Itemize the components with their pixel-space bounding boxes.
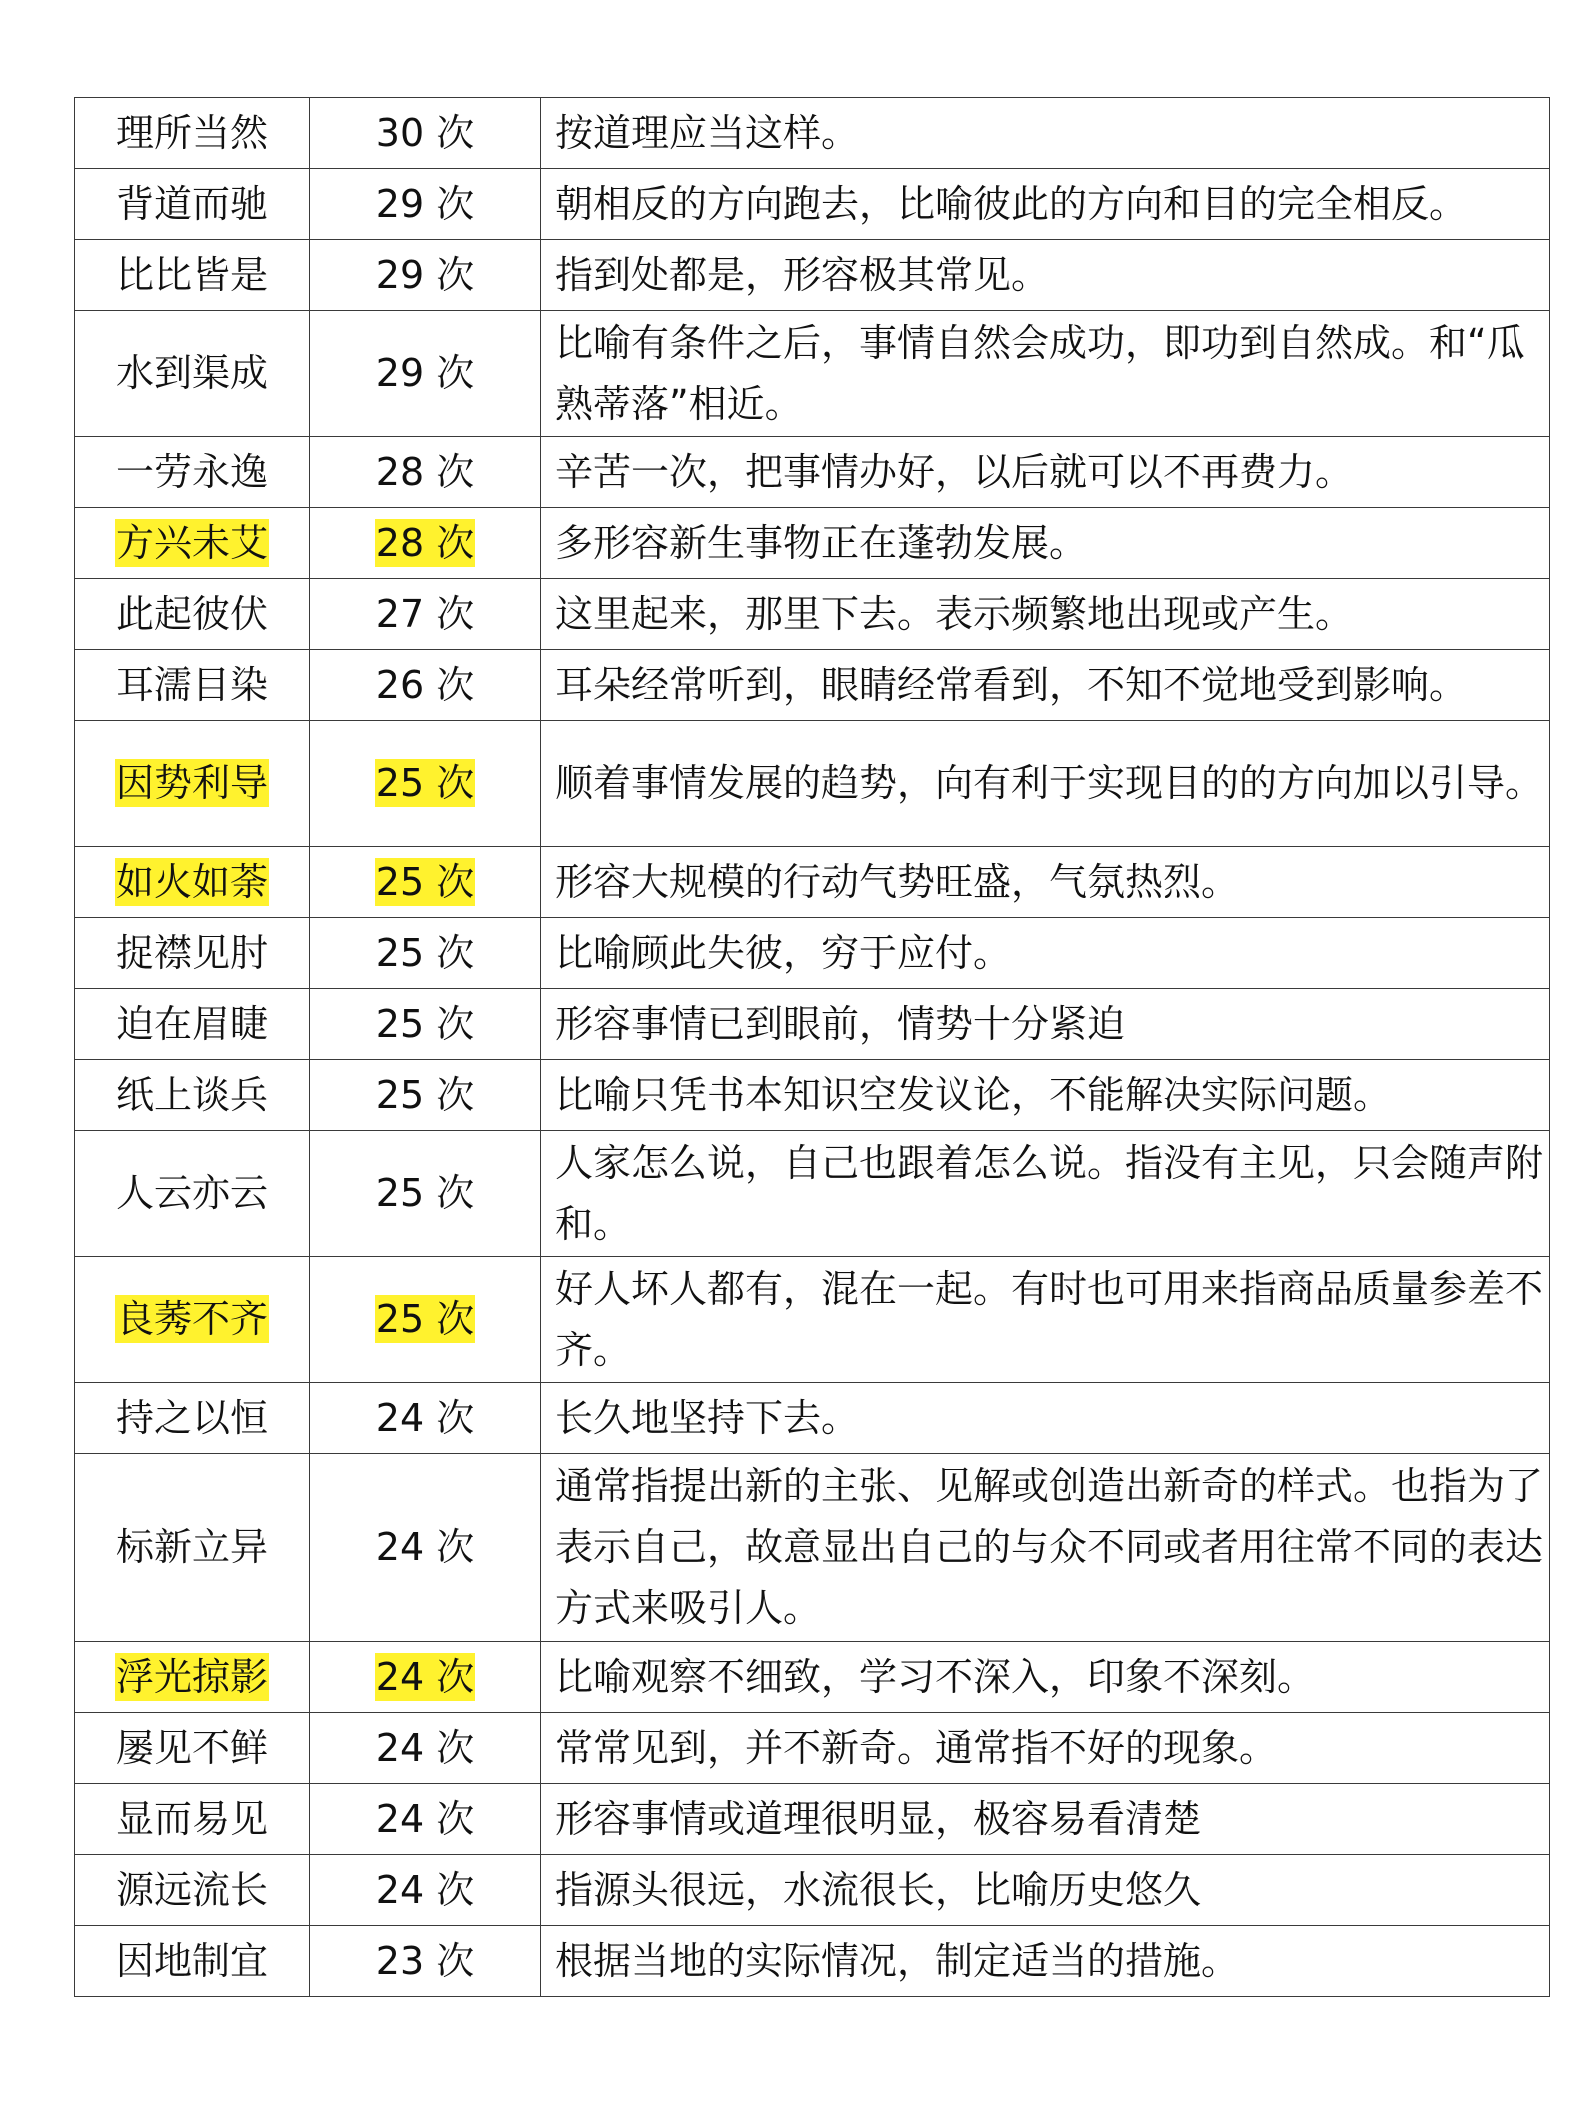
idiom-cell bbox=[75, 1713, 310, 1784]
meaning-cell: 比喻观察不细致，学习不深入，印象不深刻。 bbox=[541, 1642, 1550, 1713]
count-cell bbox=[310, 918, 541, 989]
count-cell bbox=[310, 1926, 541, 1997]
idiom-cell bbox=[75, 508, 310, 579]
idiom-text: 此起彼伏 bbox=[115, 591, 268, 636]
count-cell bbox=[310, 311, 541, 437]
table-row bbox=[75, 240, 1550, 311]
meaning-cell: 这里起来，那里下去。表示频繁地出现或产生。 bbox=[541, 579, 1550, 650]
meaning-cell: 好人坏人都有，混在一起。有时也可用来指商品质量参差不齐。 bbox=[541, 1257, 1550, 1383]
count-text: 25 次 bbox=[375, 930, 475, 975]
table-row bbox=[75, 918, 1550, 989]
idiom-cell bbox=[75, 579, 310, 650]
count-text: 24 次 bbox=[375, 1796, 475, 1841]
meaning-cell: 指源头很远，水流很长，比喻历史悠久 bbox=[541, 1855, 1550, 1926]
count-cell bbox=[310, 1454, 541, 1642]
idiom-text: 浮光掠影 bbox=[115, 1654, 268, 1699]
count-cell bbox=[310, 240, 541, 311]
table-row bbox=[75, 579, 1550, 650]
count-cell bbox=[310, 1060, 541, 1131]
table-row bbox=[75, 1383, 1550, 1454]
meaning-cell: 形容大规模的行动气势旺盛，气氛热烈。 bbox=[541, 847, 1550, 918]
count-cell bbox=[310, 847, 541, 918]
meaning-cell: 常常见到，并不新奇。通常指不好的现象。 bbox=[541, 1713, 1550, 1784]
idiom-text: 持之以恒 bbox=[115, 1395, 268, 1440]
count-cell bbox=[310, 508, 541, 579]
idiom-text: 一劳永逸 bbox=[115, 449, 268, 494]
table-row bbox=[75, 1926, 1550, 1997]
idiom-text: 因势利导 bbox=[115, 761, 268, 805]
idiom-text: 显而易见 bbox=[115, 1796, 268, 1841]
table-row bbox=[75, 1642, 1550, 1713]
meaning-cell: 顺着事情发展的趋势，向有利于实现目的的方向加以引导。 bbox=[541, 721, 1550, 847]
idiom-text: 人云亦云 bbox=[115, 1171, 268, 1215]
meaning-cell: 人家怎么说，自己也跟着怎么说。指没有主见，只会随声附和。 bbox=[541, 1131, 1550, 1257]
idiom-cell bbox=[75, 918, 310, 989]
idiom-cell bbox=[75, 847, 310, 918]
table-row bbox=[75, 508, 1550, 579]
idiom-cell bbox=[75, 1855, 310, 1926]
count-cell bbox=[310, 1257, 541, 1383]
idiom-cell bbox=[75, 1784, 310, 1855]
idiom-text: 理所当然 bbox=[115, 110, 268, 155]
count-cell bbox=[310, 989, 541, 1060]
idiom-text: 如火如荼 bbox=[115, 859, 268, 904]
idiom-cell bbox=[75, 1383, 310, 1454]
count-text: 30 次 bbox=[375, 110, 475, 155]
meaning-cell: 朝相反的方向跑去，比喻彼此的方向和目的完全相反。 bbox=[541, 169, 1550, 240]
count-cell bbox=[310, 169, 541, 240]
count-cell bbox=[310, 1784, 541, 1855]
idiom-text: 捉襟见肘 bbox=[115, 930, 268, 975]
count-text: 24 次 bbox=[375, 1654, 475, 1699]
idiom-text: 耳濡目染 bbox=[115, 662, 268, 707]
count-cell bbox=[310, 1131, 541, 1257]
idiom-text: 良莠不齐 bbox=[115, 1297, 268, 1341]
meaning-cell: 比喻顾此失彼，穷于应付。 bbox=[541, 918, 1550, 989]
count-text: 23 次 bbox=[375, 1938, 475, 1983]
count-text: 25 次 bbox=[375, 1171, 475, 1215]
count-text: 25 次 bbox=[375, 1072, 475, 1117]
idiom-cell bbox=[75, 311, 310, 437]
idiom-cell bbox=[75, 1257, 310, 1383]
meaning-cell: 比喻有条件之后，事情自然会成功，即功到自然成。和“瓜熟蒂落”相近。 bbox=[541, 311, 1550, 437]
idiom-cell bbox=[75, 169, 310, 240]
meaning-cell: 长久地坚持下去。 bbox=[541, 1383, 1550, 1454]
count-cell bbox=[310, 1713, 541, 1784]
idiom-text: 比比皆是 bbox=[115, 252, 268, 297]
count-text: 24 次 bbox=[375, 1725, 475, 1770]
count-text: 25 次 bbox=[375, 1297, 475, 1341]
count-text: 25 次 bbox=[375, 1001, 475, 1046]
idiom-cell bbox=[75, 1926, 310, 1997]
idiom-cell bbox=[75, 650, 310, 721]
table-row bbox=[75, 169, 1550, 240]
meaning-cell: 辛苦一次，把事情办好，以后就可以不再费力。 bbox=[541, 437, 1550, 508]
idiom-text: 纸上谈兵 bbox=[115, 1072, 268, 1117]
table-row bbox=[75, 721, 1550, 847]
meaning-cell: 比喻只凭书本知识空发议论，不能解决实际问题。 bbox=[541, 1060, 1550, 1131]
meaning-cell: 多形容新生事物正在蓬勃发展。 bbox=[541, 508, 1550, 579]
idiom-cell bbox=[75, 240, 310, 311]
meaning-cell: 根据当地的实际情况，制定适当的措施。 bbox=[541, 1926, 1550, 1997]
meaning-cell: 通常指提出新的主张、见解或创造出新奇的样式。也指为了表示自己，故意显出自己的与众不同或者用往常不同的表达方式来吸引人。 bbox=[541, 1454, 1550, 1642]
idiom-text: 标新立异 bbox=[115, 1525, 268, 1569]
idiom-text: 背道而驰 bbox=[115, 181, 268, 226]
meaning-cell: 按道理应当这样。 bbox=[541, 98, 1550, 169]
table-row bbox=[75, 1784, 1550, 1855]
count-text: 29 次 bbox=[375, 181, 475, 226]
idiom-cell bbox=[75, 1454, 310, 1642]
idiom-cell bbox=[75, 1060, 310, 1131]
count-text: 26 次 bbox=[375, 662, 475, 707]
count-cell bbox=[310, 1383, 541, 1454]
count-text: 24 次 bbox=[375, 1867, 475, 1912]
idiom-cell bbox=[75, 1642, 310, 1713]
count-cell bbox=[310, 1642, 541, 1713]
count-text: 24 次 bbox=[375, 1395, 475, 1440]
count-text: 29 次 bbox=[375, 252, 475, 297]
idiom-table bbox=[74, 97, 1550, 1997]
count-cell bbox=[310, 1855, 541, 1926]
table-row bbox=[75, 1454, 1550, 1642]
table-row bbox=[75, 437, 1550, 508]
count-cell bbox=[310, 437, 541, 508]
count-cell bbox=[310, 579, 541, 650]
table-row bbox=[75, 98, 1550, 169]
idiom-cell bbox=[75, 98, 310, 169]
meaning-cell: 耳朵经常听到，眼睛经常看到，不知不觉地受到影响。 bbox=[541, 650, 1550, 721]
idiom-cell bbox=[75, 437, 310, 508]
table-row bbox=[75, 847, 1550, 918]
idiom-text: 水到渠成 bbox=[115, 351, 268, 395]
idiom-text: 方兴未艾 bbox=[115, 520, 268, 565]
count-text: 27 次 bbox=[375, 591, 475, 636]
idiom-text: 因地制宜 bbox=[115, 1938, 268, 1983]
idiom-cell bbox=[75, 1131, 310, 1257]
table-row bbox=[75, 1060, 1550, 1131]
idiom-text: 屡见不鲜 bbox=[115, 1725, 268, 1770]
table-row bbox=[75, 1131, 1550, 1257]
count-text: 28 次 bbox=[375, 520, 475, 565]
count-text: 29 次 bbox=[375, 351, 475, 395]
count-text: 25 次 bbox=[375, 859, 475, 904]
table-row bbox=[75, 311, 1550, 437]
meaning-cell: 形容事情已到眼前，情势十分紧迫 bbox=[541, 989, 1550, 1060]
count-cell bbox=[310, 650, 541, 721]
meaning-cell: 形容事情或道理很明显，极容易看清楚 bbox=[541, 1784, 1550, 1855]
count-text: 28 次 bbox=[375, 449, 475, 494]
count-text: 24 次 bbox=[375, 1525, 475, 1569]
table-row bbox=[75, 1257, 1550, 1383]
count-cell bbox=[310, 721, 541, 847]
table-row bbox=[75, 1855, 1550, 1926]
table-row bbox=[75, 1713, 1550, 1784]
meaning-cell: 指到处都是，形容极其常见。 bbox=[541, 240, 1550, 311]
table-row bbox=[75, 989, 1550, 1060]
count-cell bbox=[310, 98, 541, 169]
table-row bbox=[75, 650, 1550, 721]
count-text: 25 次 bbox=[375, 761, 475, 805]
idiom-text: 迫在眉睫 bbox=[115, 1001, 268, 1046]
idiom-cell bbox=[75, 721, 310, 847]
idiom-text: 源远流长 bbox=[115, 1867, 268, 1912]
idiom-cell bbox=[75, 989, 310, 1060]
idiom-table-body bbox=[75, 98, 1550, 1997]
